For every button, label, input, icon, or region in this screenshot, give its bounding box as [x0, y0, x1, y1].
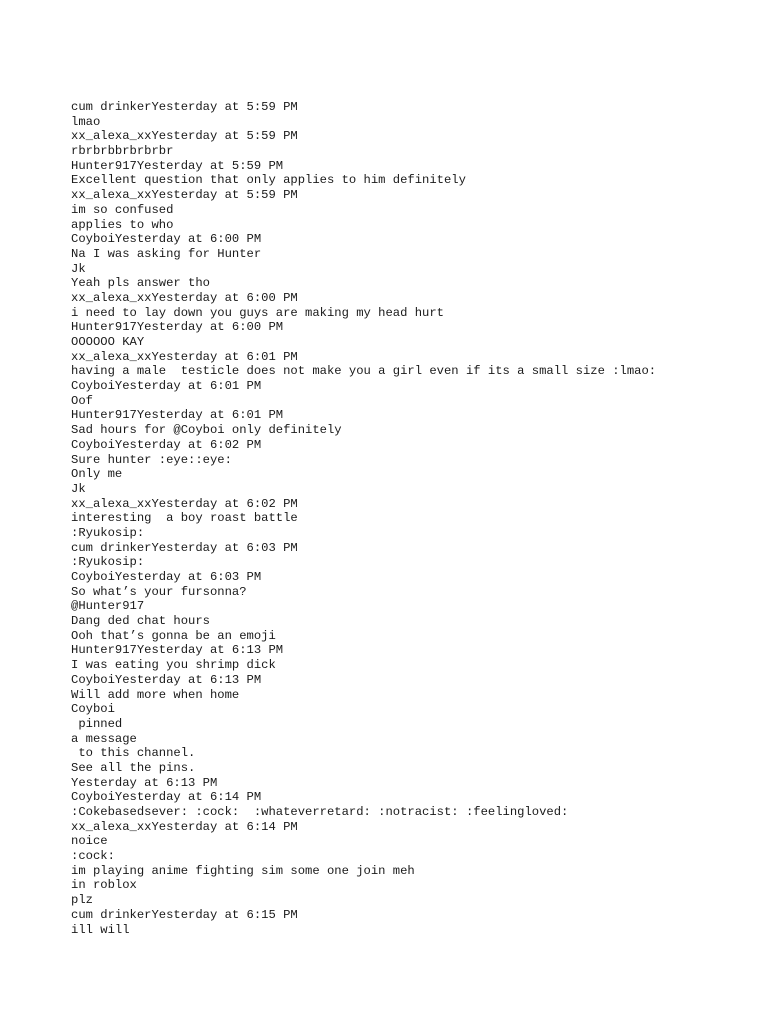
text-line: applies to who [71, 217, 174, 232]
text-line: Ooh that’s gonna be an emoji [71, 628, 276, 643]
text-line: @Hunter917 [71, 599, 145, 614]
text-line: xx_alexa_xxYesterday at 6:02 PM [71, 496, 298, 511]
text-line: Will add more when home [71, 687, 240, 702]
text-line: Jk [71, 481, 86, 496]
text-line: cum drinkerYesterday at 6:15 PM [71, 907, 298, 922]
text-line: I was eating you shrimp dick [71, 658, 276, 673]
text-line: :Ryukosip: [71, 555, 145, 570]
text-line: CoyboiYesterday at 6:00 PM [71, 232, 262, 247]
text-line: i need to lay down you guys are making my head hurt [71, 305, 444, 320]
text-line: plz [71, 893, 93, 908]
text-line: a message [71, 731, 137, 746]
text-line: Sure hunter :eye::eye: [71, 452, 232, 467]
text-line: xx_alexa_xxYesterday at 5:59 PM [71, 129, 298, 144]
text-line: Hunter917Yesterday at 5:59 PM [71, 158, 284, 173]
text-line: Coyboi [71, 702, 115, 717]
text-line: lmao [71, 114, 101, 129]
text-line: So what’s your fursonna? [71, 584, 247, 599]
text-line: having a male testicle does not make you a girl even if its a small size :lmao: [71, 364, 657, 379]
text-line: ill will [71, 922, 130, 937]
text-line: CoyboiYesterday at 6:03 PM [71, 570, 262, 584]
text-line: pinned [71, 716, 123, 731]
text-line: Hunter917Yesterday at 6:01 PM [71, 408, 284, 423]
text-line: Na I was asking for Hunter [71, 246, 262, 261]
text-line: :Ryukosip: [71, 525, 145, 540]
text-line: in roblox [71, 878, 137, 893]
text-line: Only me [71, 467, 123, 482]
text-line: Jk [71, 261, 86, 276]
text-line: im so confused [71, 202, 174, 217]
text-line: xx_alexa_xxYesterday at 5:59 PM [71, 188, 298, 203]
text-line: Dang ded chat hours [71, 614, 210, 629]
text-line: Excellent question that only applies to him definitely [71, 173, 466, 188]
text-line: cum drinkerYesterday at 5:59 PM [71, 100, 298, 114]
text-line: CoyboiYesterday at 6:13 PM [71, 672, 262, 687]
text-line: See all the pins. [71, 760, 196, 775]
text-line: :cock: [71, 849, 115, 864]
text-line: :Cokebasedsever: :cock: :whateverretard: :notracist: :feelingloved: [71, 805, 569, 819]
text-line: Sad hours for @Coyboi only definitely [71, 423, 342, 438]
text-line: cum drinkerYesterday at 6:03 PM [71, 540, 298, 555]
text-line: CoyboiYesterday at 6:01 PM [71, 379, 262, 394]
text-line: Oof [71, 393, 93, 408]
text-line: interesting a boy roast battle [71, 511, 298, 526]
text-line: xx_alexa_xxYesterday at 6:01 PM [71, 349, 298, 364]
text-line: Hunter917Yesterday at 6:13 PM [71, 643, 284, 658]
text-line: xx_alexa_xxYesterday at 6:00 PM [71, 290, 298, 305]
text-line: to this channel. [71, 746, 196, 761]
text-line: Yesterday at 6:13 PM [71, 775, 218, 790]
text-line: CoyboiYesterday at 6:02 PM [71, 437, 262, 452]
text-line: Yeah pls answer tho [71, 276, 210, 291]
text-line: CoyboiYesterday at 6:14 PM [71, 790, 262, 805]
document-page [71, 100, 751, 937]
text-line: xx_alexa_xxYesterday at 6:14 PM [71, 819, 298, 834]
text-line: Hunter917Yesterday at 6:00 PM [71, 320, 284, 335]
text-line: noice [71, 834, 108, 849]
text-line: OOOOOO KAY [71, 335, 145, 349]
text-line: rbrbrbbrbrbrbr [71, 144, 174, 159]
text-line: im playing anime fighting sim some one join meh [71, 863, 415, 878]
